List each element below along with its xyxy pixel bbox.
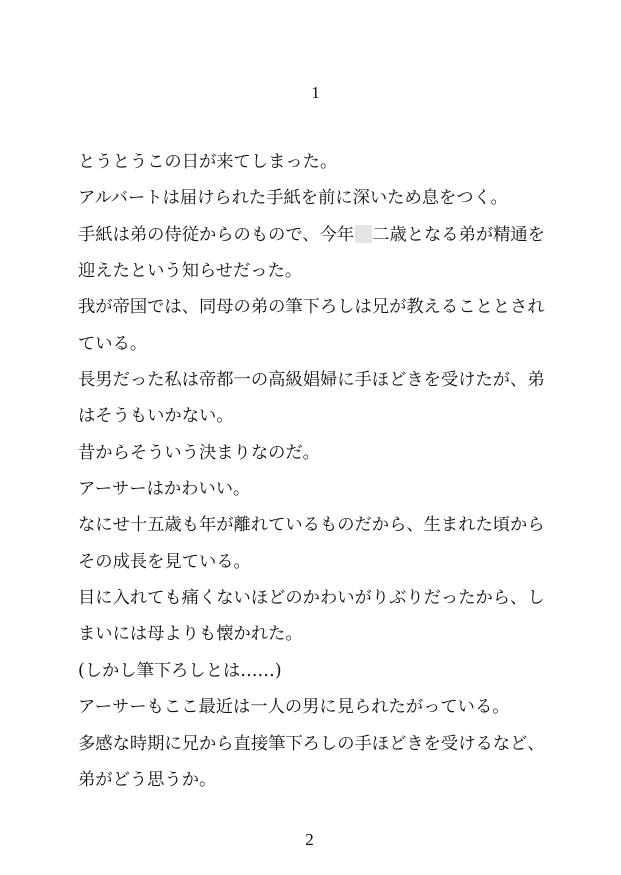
redacted-box — [355, 225, 372, 243]
text-line: アルバートは届けられた手紙を前に深いため息をつく。 — [78, 188, 508, 209]
text-line: とうとうこの日が来てしまった。 — [78, 152, 338, 172]
text-line: まいには母よりも懐かれた。 — [78, 624, 303, 645]
text-line: その成長を見ている。 — [78, 551, 251, 572]
text-line: はそうもいかない。 — [78, 406, 234, 427]
text-line: 多感な時期に兄から直接筆下ろしの手ほどきを受けるなど、 — [78, 733, 545, 754]
body-text — [78, 144, 550, 798]
text-line: 弟がどう思うか。 — [78, 769, 217, 790]
text-segment: 手紙は弟の侍従からのもので、今年 — [78, 224, 355, 245]
text-line: アーサーはかわいい。 — [78, 479, 251, 500]
text-line: アーサーもここ最近は一人の男に見られたがっている。 — [78, 697, 510, 718]
text-line: 長男だった私は帝都一の高級娼婦に手ほどきを受けたが、弟 — [78, 370, 545, 391]
page-number-bottom: 2 — [305, 830, 314, 849]
text-line: (しかし筆下ろしとは……) — [78, 660, 282, 681]
text-line: 昔からそういう決まりなのだ。 — [78, 442, 320, 463]
text-line — [78, 217, 550, 253]
text-line: なにせ十五歳も年が離れているものだから、生まれた頃から — [78, 515, 545, 536]
text-line: 我が帝国では、同母の弟の筆下ろしは兄が教えることとされ — [78, 297, 545, 318]
text-line: ている。 — [78, 333, 148, 354]
text-segment: 二歳となる弟が精通を — [372, 224, 545, 245]
page-number-top: 1 — [311, 83, 320, 102]
text-line: 目に入れても痛くないほどのかわいがりぶりだったから、し — [78, 588, 545, 609]
text-line: 迎えたという知らせだった。 — [78, 261, 303, 282]
